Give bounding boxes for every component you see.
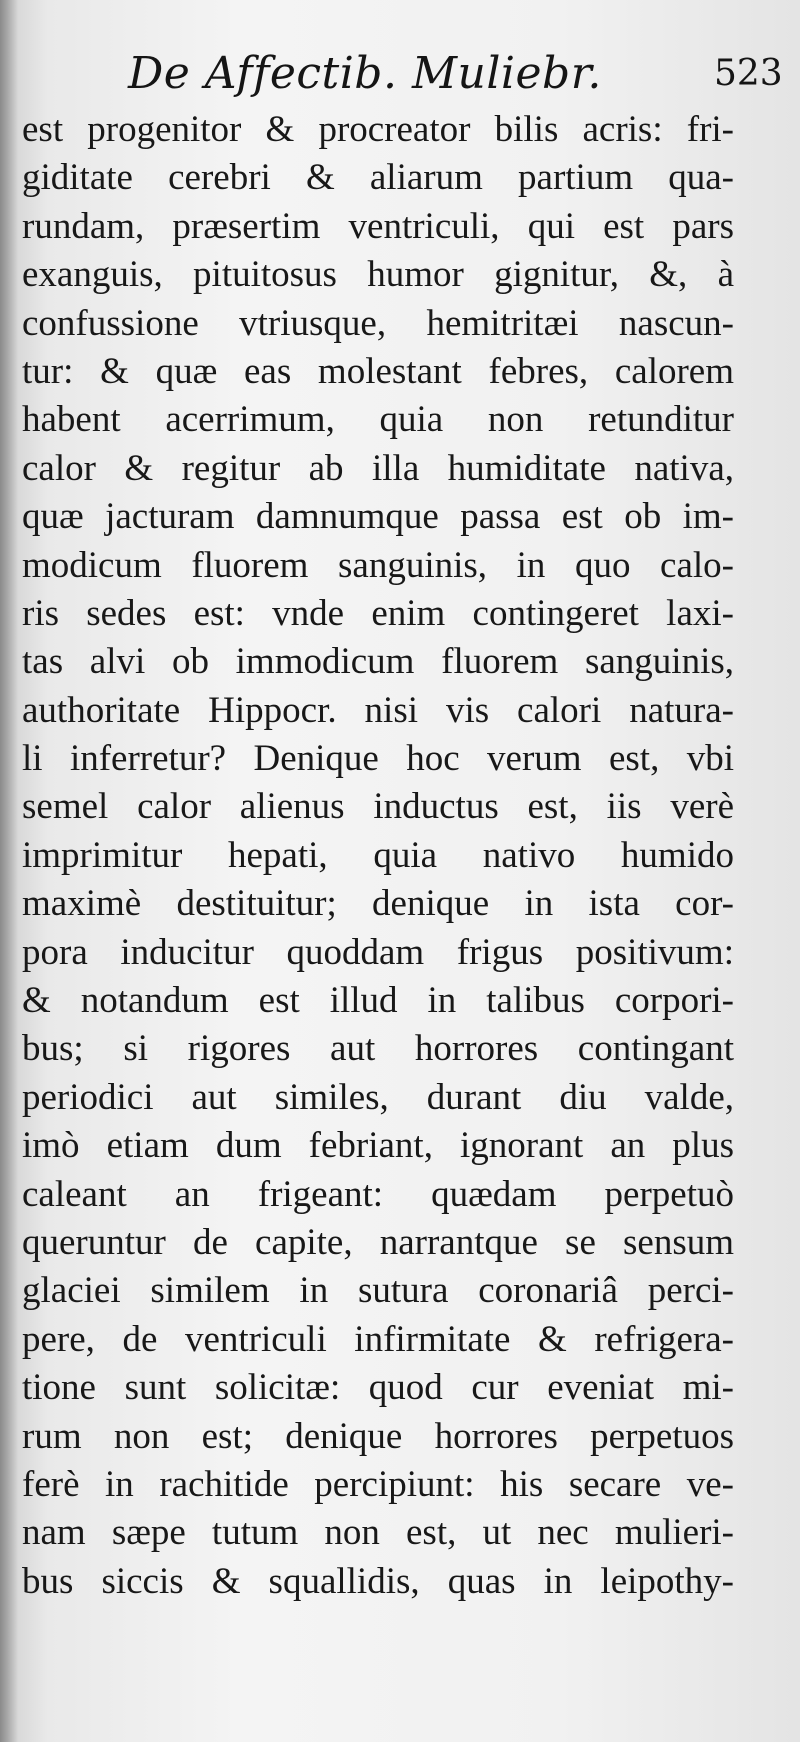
text-line: tas alvi ob immodicum fluorem sanguinis, bbox=[22, 641, 734, 683]
text-line: quæ jacturam damnumque passa est ob im- bbox=[22, 496, 734, 538]
text-line: bus siccis & squallidis, quas in leipothy- bbox=[22, 1560, 734, 1602]
text-line: exanguis, pituitosus humor gignitur, &, à bbox=[22, 254, 734, 296]
text-line: queruntur de capite, narrantque se sensum bbox=[22, 1221, 734, 1263]
text-line: habent acerrimum, quia non retunditur bbox=[22, 399, 734, 441]
text-line: modicum fluorem sanguinis, in quo calo- bbox=[22, 544, 734, 586]
text-line: & notandum est illud in talibus corpori- bbox=[22, 980, 734, 1022]
page-header bbox=[0, 44, 800, 104]
text-line: ferè in rachitide percipiunt: his secare ve- bbox=[22, 1463, 734, 1505]
text-line: nam sæpe tutum non est, ut nec mulieri- bbox=[22, 1512, 734, 1554]
page-number: 523 bbox=[714, 53, 783, 94]
text-line: ris sedes est: vnde enim contingeret laxi- bbox=[22, 592, 734, 634]
text-line: li inferretur? Denique hoc verum est, vbi bbox=[22, 738, 734, 780]
text-line: tione sunt solicitæ: quod cur eveniat mi- bbox=[22, 1367, 734, 1409]
text-line: imò etiam dum febriant, ignorant an plus bbox=[22, 1125, 734, 1167]
text-line: authoritate Hippocr. nisi vis calori natura- bbox=[22, 689, 734, 731]
text-line: tur: & quæ eas molestant febres, calorem bbox=[22, 350, 734, 392]
text-line: rum non est; denique horrores perpetuos bbox=[22, 1415, 734, 1457]
text-line: rundam, præsertim ventriculi, qui est pars bbox=[22, 205, 734, 247]
text-line: caleant an frigeant: quædam perpetuò bbox=[22, 1173, 734, 1215]
running-title: De Affectib. Muliebr. bbox=[128, 48, 602, 99]
body-text bbox=[22, 106, 734, 1606]
text-line: confussione vtriusque, hemitritæi nascun- bbox=[22, 302, 734, 344]
text-line: bus; si rigores aut horrores contingant bbox=[22, 1028, 734, 1070]
text-line: calor & regitur ab illa humiditate nativa, bbox=[22, 447, 734, 489]
text-line: est progenitor & procreator bilis acris: fri- bbox=[22, 109, 734, 150]
text-line: maximè destituitur; denique in ista cor- bbox=[22, 883, 734, 925]
text-line: pora inducitur quoddam frigus positivum: bbox=[22, 931, 734, 973]
text-line: giditate cerebri & aliarum partium qua- bbox=[22, 157, 734, 199]
text-line: glaciei similem in sutura coronariâ perci- bbox=[22, 1270, 734, 1312]
text-line: periodici aut similes, durant diu valde, bbox=[22, 1076, 734, 1118]
text-line: pere, de ventriculi infirmitate & refrigera- bbox=[22, 1318, 734, 1360]
text-line: semel calor alienus inductus est, iis verè bbox=[22, 786, 734, 828]
text-line: imprimitur hepati, quia nativo humido bbox=[22, 834, 734, 876]
